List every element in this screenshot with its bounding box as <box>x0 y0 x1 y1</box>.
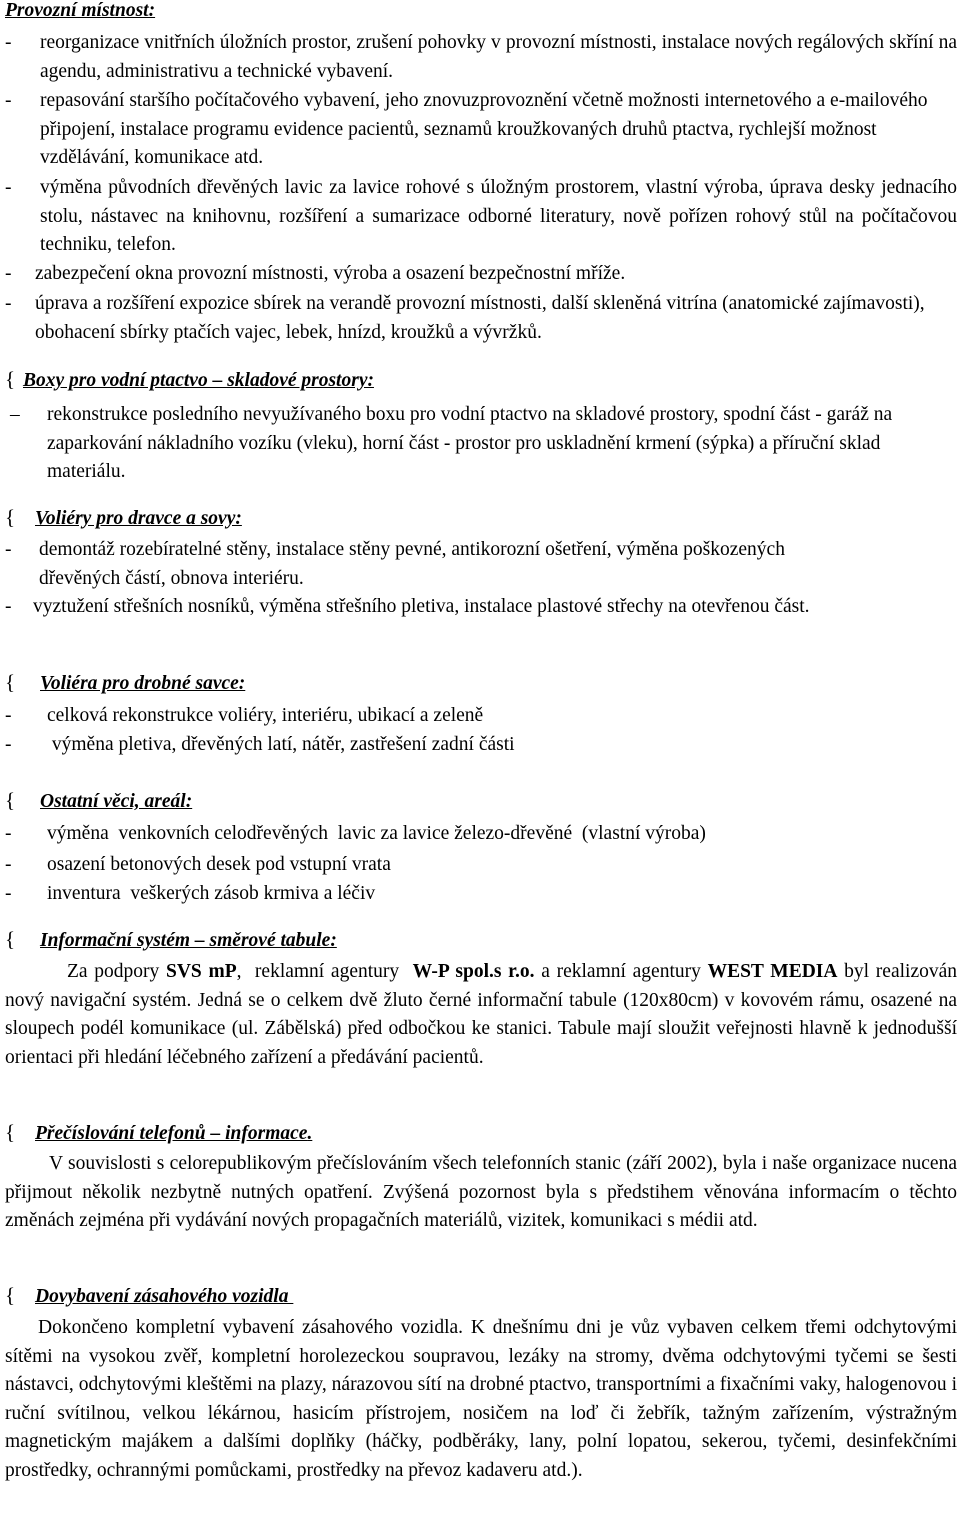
heading-informacni-system: { Informační systém – směrové tabule: <box>5 927 337 951</box>
bracket-marker-icon: { <box>5 367 16 391</box>
bracket-marker-icon: { <box>5 505 16 529</box>
heading-voliery: { Voliéry pro dravce a sovy: <box>5 505 242 529</box>
list-item: - demontáž rozebíratelné stěny, instalace stěny pevné, antikorozní ošetření, výměna poškozených dřevěných částí, obnova interiéru. <box>5 539 785 589</box>
precislovani-paragraph: V souvislosti s celorepublikovým přečíslováním všech telefonních stanic (září 2002), byla i naše organizace nucena přijmout několik nezbytně nutných opatření. Zvýšená pozornost byla s předstihem věnována informacím o těchto změnách zejména při vydávání nových propagačních materiálů, vizitek, komunikaci s médii atd. <box>5 1153 957 1232</box>
list-item: - inventura veškerých zásob krmiva a léčiv <box>5 883 376 904</box>
list-item: - repasování staršího počítačového vybavení, jeho znovuzprovoznění včetně možnosti internetového a e-mailového připojení, instalace programu evidence pacientů, seznamů kroužkovaných druhů ptactva, rychlejší možnost vzdělávání, komunikace atd. <box>5 90 928 169</box>
list-item: - výměna venkovních celodřevěných lavic za lavice železo-dřevěné (vlastní výroba) <box>5 823 706 844</box>
bracket-marker-icon: { <box>5 670 16 694</box>
list-item: - vyztužení střešních nosníků, výměna střešního pletiva, instalace plastové střechy na otevřenou část. <box>5 596 810 617</box>
bracket-marker-icon: { <box>5 788 16 812</box>
list-item: - osazení betonových desek pod vstupní vrata <box>5 854 391 875</box>
bracket-marker-icon: { <box>5 1120 16 1144</box>
list-item: - výměna pletiva, dřevěných latí, nátěr, zastřešení zadní části <box>5 734 515 755</box>
list-item: - výměna původních dřevěných lavic za lavice rohové s úložným prostorem, vlastní výroba, úprava desky jednacího stolu, nástavec na knihovnu, rozšíření a sumarizace odborné literatury, nově pořízen rohový stůl na počítačovou techniku, telefon. <box>5 177 957 256</box>
heading-provozni-mistnost: Provozní místnost: <box>5 0 156 21</box>
heading-dovybaveni: { Dovybavení zásahového vozidla <box>5 1283 294 1307</box>
heading-boxy: { Boxy pro vodní ptactvo – skladové prostory: <box>5 367 374 391</box>
bracket-marker-icon: { <box>5 1283 16 1307</box>
informacni-paragraph: Za podpory SVS mP, reklamní agentury W-P spol.s r.o. a reklamní agentury WEST MEDIA byl realizován nový navigační systém. Jedná se o celkem dvě žluto černé informační tabule (120x80cm) v kovovém rámu, osazené na sloupech podél komunikace (ul. Zábělská) před odbočkou ke stanici. Tabule mají sloužit veřejnosti hlavně k jednodušší orientaci při hledání léčebného zařízení a předávání pacientů. <box>5 961 958 1068</box>
list-item: - úprava a rozšíření expozice sbírek na verandě provozní místnosti, další skleněná vitrína (anatomické zajímavosti), obohacení sbírky ptačích vajec, lebek, hnízd, kroužků a vývržků. <box>5 293 925 343</box>
list-item: – rekonstrukce posledního nevyužívaného boxu pro vodní ptactvo na skladové prostory, spodní část - garáž na zaparkování nákladního vozíku (vleku), horní část - prostor pro uskladnění krmení (sýpka) a příruční sklad materiálu. <box>10 404 893 483</box>
list-item: - zabezpečení okna provozní místnosti, výroba a osazení bezpečnostní mříže. <box>5 263 626 284</box>
bracket-marker-icon: { <box>5 927 16 951</box>
list-item: - celková rekonstrukce voliéry, interiéru, ubikací a zeleně <box>5 705 484 726</box>
list-item: - reorganizace vnitřních úložních prostor, zrušení pohovky v provozní místnosti, instalace nových regálových skříní na agendu, administrativu a technické vybavení. <box>5 32 957 82</box>
heading-ostatni: { Ostatní věci, areál: <box>5 788 193 812</box>
dovybaveni-paragraph: Dokončeno kompletní vybavení zásahového vozidla. K dnešnímu dni je vůz vybaven celkem třemi odchytovými sítěmi na vysokou zvěř, kompletní horolezeckou soupravou, lezáky na stromy, dvěma odchytovými tyčemi se šesti nástavci, odchytovými kleštěmi na plazy, nárazovou sítí na drobné ptactvo, transportními a fixačními vaky, halogenovou i ruční svítilnou, velkou lékárnou, hasicím přístrojem, nosičem na loď či žebřík, tažným zařízením, výstražným magnetickým majákem a dalšími doplňky (háčky, podběráky, lany, polní lopatou, sekerou, tyčemi, desinfekčními prostředky, ochrannými pomůckami, prostředky na převoz kadaveru atd.). <box>5 1317 957 1481</box>
heading-voliera: { Voliéra pro drobné savce: <box>5 670 246 694</box>
heading-precislovani: { Přečíslování telefonů – informace. <box>5 1120 313 1144</box>
